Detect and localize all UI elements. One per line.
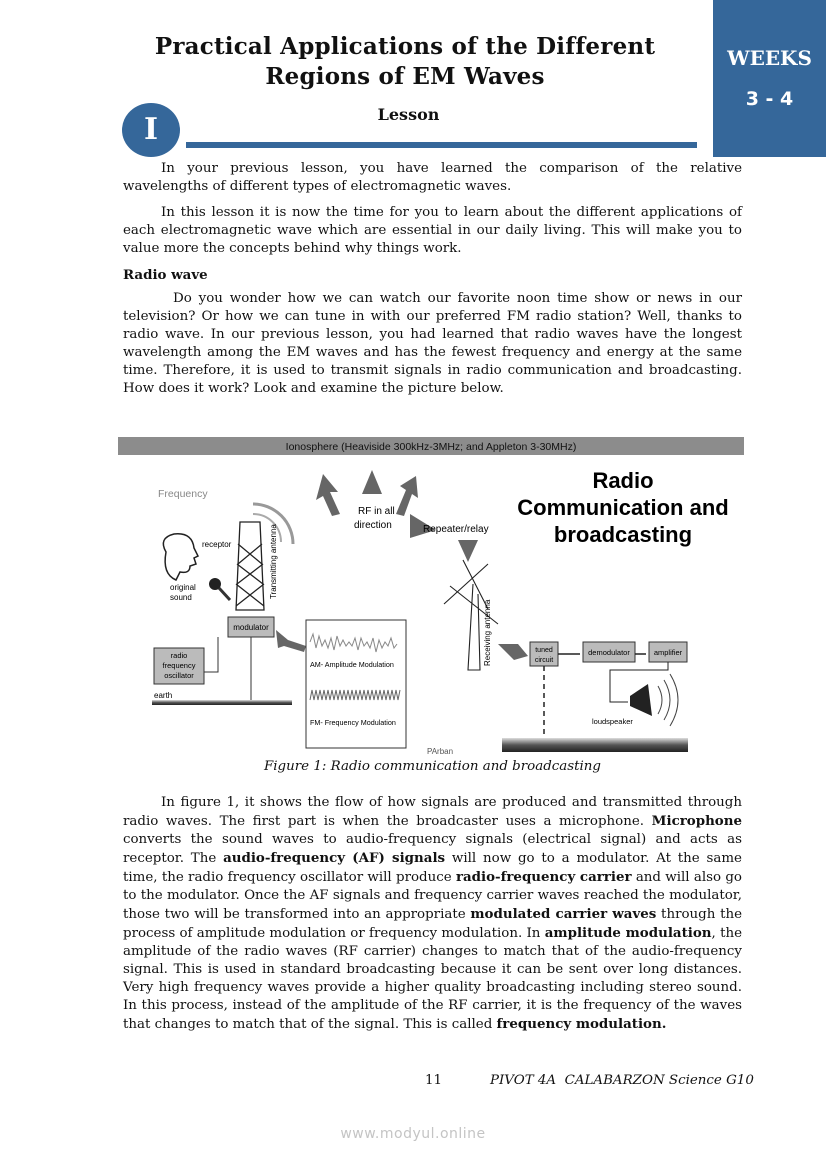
earth-ground [152,700,292,705]
original-sound-label-2: sound [170,593,192,602]
figure-title-2: Communication and [517,495,729,520]
weeks-badge [713,0,826,157]
figure-credit: PArban [426,747,454,756]
intro-paragraph-1: In your previous lesson, you have learned the comparison of the relative wavelengths of different types of electromagnetic waves. [123,161,742,194]
receiver-ground [502,738,688,752]
demodulator-label: demodulator [588,648,630,657]
figure-caption: Figure 1: Radio communication and broadcasting [263,759,601,774]
radio-paragraph: Do you wonder how we can watch our favorite noon time show or news in our television? Or how we can tune in with our preferred FM radio station? Well, thanks to radio wave. In our previous lesson, you had learned that radio waves have the longest wavelength among the EM waves and has the fewest frequency and energy at the same time. Therefore, it is used to transmit signals in radio communication and broadcasting. How does it work? Look and examine the picture below. [123,291,742,396]
fm-label: FM- Frequency Modulation [310,718,396,727]
earth-label: earth [154,691,173,700]
transmitting-tower-icon [236,504,293,610]
repeater-label: Repeater/relay [423,524,489,535]
text-segment: In figure 1, it shows the flow of how signals are produced and transmitted through radio waves. The first part is when the broadcaster uses a microphone. [123,795,742,829]
term-frequency-modulation: frequency modulation. [496,1016,667,1032]
text-segment: will now go to a modulator. At the same time, the radio frequency oscillator will produce [123,851,742,885]
receiving-antenna-label: Receiving antenna [483,599,492,666]
loudspeaker-icon [630,684,652,716]
title-line-2: Regions of EM Waves [265,63,545,90]
page-number: 11 [425,1073,443,1088]
tuned-label-1: tuned [535,647,553,654]
receptor-label: receptor [202,540,232,549]
am-label: AM- Amplitude Modulation [310,660,394,669]
signal-arrow-icon [276,630,306,652]
frequency-label: Frequency [158,488,208,500]
term-rf-carrier: radio-frequency carrier [455,869,632,885]
text-segment: , the amplitude of the radio waves (RF carrier) changes to match that of the audio-frequency signal. This is used in standard broadcasting because it can be sent over long distances. Very high frequency waves provide a higher quality broadcasting including stereo sound. In this process, instead of the amplitude of the RF carrier, it is the frequency of the waves that changes to match that of the signal. This is called [123,926,743,1032]
loudspeaker-label: loudspeaker [592,717,633,726]
section-label: Lesson [377,105,440,124]
modulator-label: modulator [233,623,269,632]
radio-heading: Radio wave [123,267,208,283]
section-badge: I [122,103,180,157]
text-segment: converts the sound waves to audio-frequency signals (electrical signal) and acts as receptor. The [123,832,742,866]
figure-title-3: broadcasting [553,522,693,547]
rf-label-2: direction [354,520,392,531]
tuned-label-2: circuit [534,657,554,664]
text-segment: through the process of amplitude modulation or frequency modulation. In [123,907,743,941]
title-line-1: Practical Applications of the Different [154,33,656,60]
head-icon [163,534,198,580]
figure-title-1: Radio [592,468,654,493]
rf-arrows-icon [316,470,478,562]
term-microphone: Microphone [651,813,742,829]
intro-text [123,160,742,406]
page-title [110,32,700,92]
radio-communication-figure [118,434,744,756]
ionosphere-label: Ionosphere (Heaviside 300kHz-3MHz; and Appleton 3-30MHz) [285,441,577,453]
footer-source: PIVOT 4A CALABARZON Science G10 [490,1073,754,1088]
text-segment: and will also go to the modulator. Once the AF signals and frequency carrier waves reached the modulator, those two will be transformed into an appropriate [123,870,742,922]
section-divider [186,142,697,148]
intro-paragraph-2: In this lesson it is now the time for you to learn about the different applications of each electromagnetic wave which are essential in our daily living. This will make you to value more the concepts behind why things work. [123,205,742,256]
oscillator-label-1: radio [170,651,188,660]
watermark: www.modyul.online [340,1126,486,1142]
oscillator-label-3: oscillator [164,671,194,680]
original-sound-label-1: original [170,583,196,592]
transmitting-antenna-label: Transmitting antenna [269,524,278,599]
amplifier-label: amplifier [653,648,683,657]
oscillator-label-2: frequency [162,661,196,670]
rf-label-1: RF in all [358,506,395,517]
explanation-paragraph [123,794,742,1042]
term-modulated-carrier: modulated carrier waves [470,906,657,922]
receiver-arrow-icon [498,644,528,660]
term-af-signals: audio-frequency (AF) signals [223,850,446,866]
weeks-range: 3 - 4 [745,88,794,110]
weeks-label: WEEKS [727,46,812,70]
term-amplitude-modulation: amplitude modulation [544,925,712,941]
